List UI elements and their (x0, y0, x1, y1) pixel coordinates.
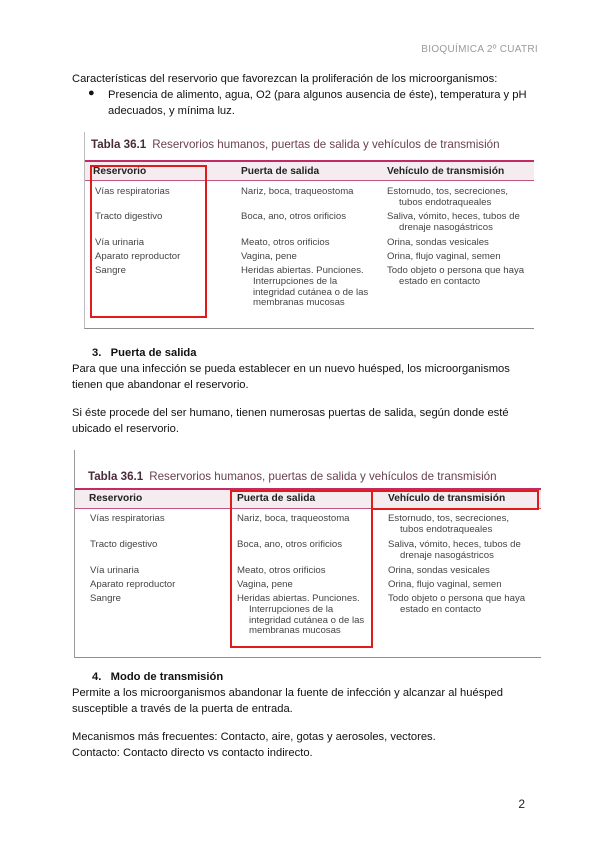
table-figure-reservorio (84, 132, 534, 329)
reservoir-characteristics-heading: Características del reservorio que favorezcan la proliferación de los microorganismos: (72, 73, 498, 85)
cell-line: integridad cutánea o de las (253, 286, 369, 298)
table-cell (241, 266, 368, 309)
cell-line: Orina, flujo vaginal, semen (387, 251, 501, 262)
cell-line: Saliva, vómito, heces, tubos de (387, 211, 520, 222)
section-4-paragraph-1 (72, 685, 527, 717)
section-3-paragraph-1 (72, 361, 527, 393)
table-cell: Vía urinaria (90, 565, 140, 576)
cell-line: Todo objeto o persona que haya (388, 593, 526, 604)
cell-line: estado en contacto (400, 603, 482, 615)
bullet-dot-icon: ● (88, 87, 95, 99)
section-title-text: Modo de transmisión (110, 671, 224, 683)
cell-line: Orina, sondas vesicales (388, 565, 490, 576)
cell-line: Nariz, boca, traqueostoma (237, 513, 350, 524)
table-cell: Sangre (95, 265, 126, 276)
table-cell: Vías respiratorias (90, 513, 165, 524)
cell-line: membranas mucosas (249, 625, 341, 637)
text-line: susceptible a través de la puerta de entrada. (72, 703, 293, 715)
section-4-title (92, 671, 223, 683)
table-figure-puerta (74, 450, 541, 658)
highlight-box-vehiculo-header (371, 490, 539, 510)
cell-line: Estornudo, tos, secreciones, (387, 186, 509, 197)
table-cell (387, 266, 524, 288)
cell-line: Todo objeto o persona que haya (387, 265, 525, 276)
table-cell (387, 187, 508, 209)
section-number: 3. (92, 347, 102, 359)
cell-line: tubos endotraqueales (400, 523, 493, 535)
cell-line: Orina, flujo vaginal, semen (388, 579, 502, 590)
table-number: Tabla 36.1 (88, 470, 144, 483)
section-title-text: Puerta de salida (110, 347, 197, 359)
table-cell (388, 566, 490, 577)
table-cell (241, 187, 354, 198)
cell-line: Heridas abiertas. Punciones. (241, 265, 364, 276)
cell-line: estado en contacto (399, 275, 481, 287)
col-header-reservorio: Reservorio (89, 493, 143, 504)
bullet-line: adecuados, y mínima luz. (108, 105, 235, 117)
cell-line: Vagina, pene (237, 579, 293, 590)
table-cell (241, 212, 346, 223)
col-header-puerta: Puerta de salida (237, 493, 316, 504)
table-cell: Tracto digestivo (90, 539, 158, 550)
col-header-reservorio: Reservorio (93, 166, 147, 177)
table-cell (388, 580, 502, 591)
col-header-vehiculo: Vehículo de transmisión (387, 166, 505, 177)
text-line: Permite a los microorganismos abandonar la fuente de infección y alcanzar al huésped (72, 687, 503, 699)
cell-line: Saliva, vómito, heces, tubos de (388, 539, 521, 550)
section-number: 4. (92, 671, 102, 683)
section-4-mechanisms: Mecanismos más frecuentes: Contacto, aire, gotas y aerosoles, vectores. (72, 731, 436, 743)
table-cell: Sangre (90, 593, 121, 604)
table-cell (387, 238, 489, 249)
cell-line: membranas mucosas (253, 297, 345, 309)
table-title (88, 470, 497, 483)
table-cell (241, 238, 330, 249)
cell-line: Orina, sondas vesicales (387, 237, 489, 248)
col-header-puerta: Puerta de salida (241, 166, 320, 177)
table-cell (387, 252, 501, 263)
cell-line: Meato, otros orificios (237, 565, 326, 576)
highlight-box-puerta (230, 490, 373, 648)
cell-line: Estornudo, tos, secreciones, (388, 513, 510, 524)
cell-line: integridad cutánea o de las (249, 614, 365, 626)
page-number: 2 (518, 797, 525, 811)
text-line: Para que una infección se pueda establecer en un nuevo huésped, los microorganismos (72, 363, 510, 375)
cell-line: Vagina, pene (241, 251, 297, 262)
table-cell (388, 540, 521, 562)
cell-line: drenaje nasogástricos (400, 549, 494, 561)
table-cell: Vías respiratorias (95, 186, 170, 197)
table-cell: Aparato reproductor (95, 251, 181, 262)
header-course-title: BIOQUÍMICA 2º CUATRI (421, 44, 538, 55)
section-3-title (92, 347, 196, 359)
text-line: tienen que abandonar el reservorio. (72, 379, 249, 391)
cell-line: drenaje nasogástricos (399, 221, 493, 233)
highlight-box-reservorio (90, 165, 207, 318)
section-4-contact: Contacto: Contacto directo vs contacto indirecto. (72, 747, 313, 759)
text-line: ubicado el reservorio. (72, 423, 179, 435)
table-cell: Vía urinaria (95, 237, 145, 248)
table-cell: Aparato reproductor (90, 579, 176, 590)
table-number: Tabla 36.1 (91, 138, 147, 151)
table-cell: Tracto digestivo (95, 211, 163, 222)
cell-line: Nariz, boca, traqueostoma (241, 186, 354, 197)
table-caption: Reservorios humanos, puertas de salida y vehículos de transmisión (149, 470, 497, 483)
table-title (91, 138, 500, 151)
table-cell (388, 514, 509, 536)
cell-line: Interrupciones de la (249, 603, 334, 615)
cell-line: tubos endotraqueales (399, 196, 492, 208)
text-line: Si éste procede del ser humano, tienen numerosas puertas de salida, según donde esté (72, 407, 509, 419)
bullet-item (108, 87, 528, 119)
table-caption: Reservorios humanos, puertas de salida y vehículos de transmisión (152, 138, 500, 151)
cell-line: Boca, ano, otros orificios (241, 211, 347, 222)
cell-line: Interrupciones de la (253, 275, 338, 287)
cell-line: Boca, ano, otros orificios (237, 539, 343, 550)
cell-line: Heridas abiertas. Punciones. (237, 593, 360, 604)
col-header-vehiculo: Vehículo de transmisión (388, 493, 506, 504)
table-cell (388, 594, 525, 616)
table-cell (387, 212, 520, 234)
section-3-paragraph-2 (72, 405, 527, 437)
cell-line: Meato, otros orificios (241, 237, 330, 248)
table-cell (241, 252, 297, 263)
bullet-line: Presencia de alimento, agua, O2 (para algunos ausencia de éste), temperatura y pH (108, 89, 527, 101)
